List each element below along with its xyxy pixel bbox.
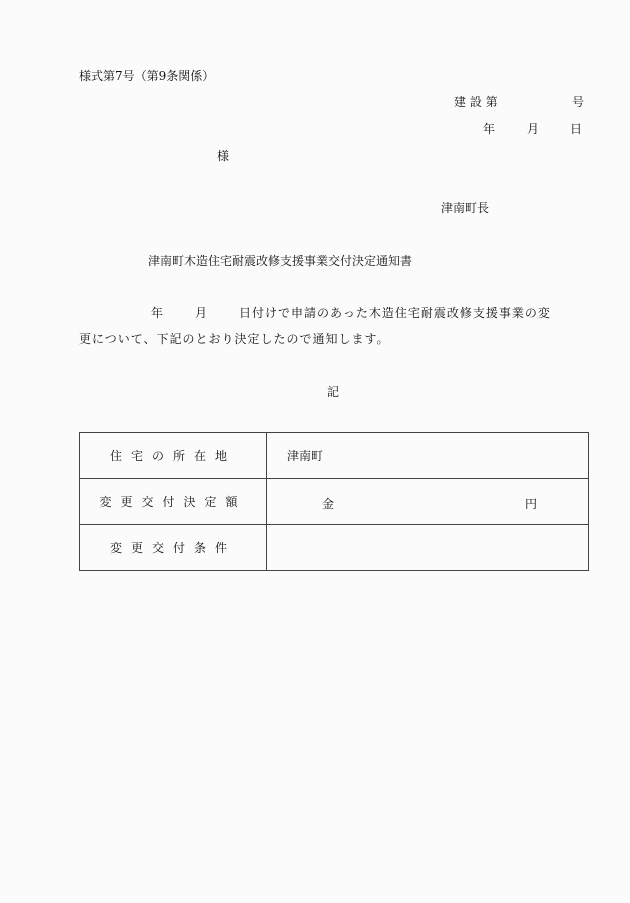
details-table [79, 432, 589, 571]
row-label-amount: 変更交付決定額 [80, 479, 267, 525]
ki-heading: 記 [327, 385, 340, 399]
body-line1-rest: 日付けで申請のあった木造住宅耐震改修支援事業の変 [239, 306, 551, 320]
currency-prefix: 金 [322, 497, 335, 511]
table-row [80, 433, 589, 479]
date-day: 日 [570, 122, 583, 136]
doc-number-suffix: 号 [572, 95, 585, 109]
row-value-conditions [267, 525, 589, 571]
body-line2: 更について、下記のとおり決定したので通知します。 [79, 332, 390, 346]
sender: 津南町長 [441, 201, 490, 215]
doc-number-prefix: 建 設 第 [454, 95, 498, 109]
date-year: 年 [483, 122, 496, 136]
row-value-address: 津南町 [267, 433, 589, 479]
addressee-suffix: 様 [217, 149, 230, 163]
table-row [80, 525, 589, 571]
date-month: 月 [527, 122, 540, 136]
row-label-address: 住宅の所在地 [80, 433, 267, 479]
form-number: 様式第7号（第9条関係） [79, 69, 215, 83]
currency-suffix: 円 [525, 497, 538, 511]
body-month: 月 [195, 306, 208, 320]
body-year: 年 [151, 306, 164, 320]
row-value-amount [267, 479, 589, 525]
row-label-conditions: 変更交付条件 [80, 525, 267, 571]
document-title: 津南町木造住宅耐震改修支援事業交付決定通知書 [148, 254, 413, 268]
table-row [80, 479, 589, 525]
